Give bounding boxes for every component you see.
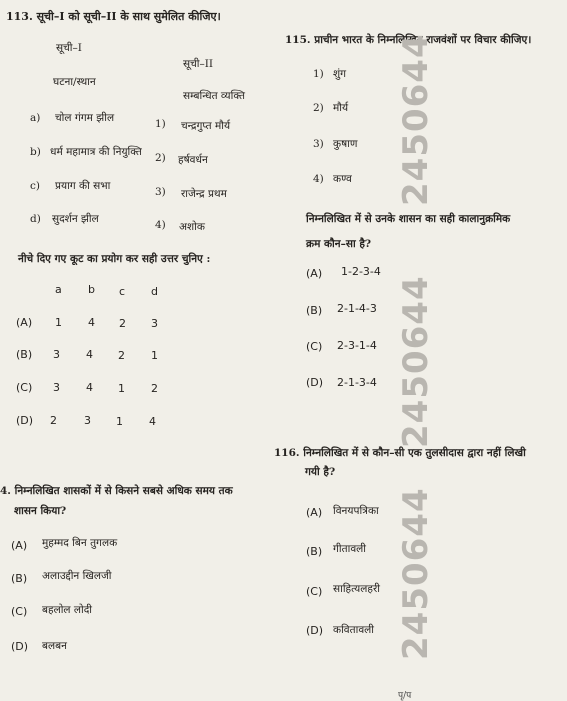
q114-title-line1: 4. निम्नलिखित शासकों में से किसने सबसे अधिक समय तक — [0, 485, 233, 497]
q115-opt-D-text: 2-1-3-4 — [337, 376, 377, 389]
q113-opt-D[interactable]: (D) — [16, 414, 34, 427]
q116-title-line2: गयी है? — [305, 466, 336, 478]
q116-opt-C-text: साहित्यलहरी — [333, 583, 380, 595]
q116-opt-A-text: विनयपत्रिका — [333, 505, 379, 517]
q113-col-b: b — [88, 283, 95, 296]
q113-C-d: 2 — [151, 382, 158, 395]
q113-right-key-4: 4) — [155, 219, 166, 231]
watermark-serial-2: 2450644 — [396, 275, 436, 448]
q113-opt-A[interactable]: (A) — [16, 316, 33, 329]
q113-B-b: 4 — [86, 348, 93, 361]
q116-title-line1: 116. निम्नलिखित में से कौन–सी एक तुलसीदास द्वारा नहीं लिखी — [274, 447, 526, 459]
q113-title: 113. सूची–I को सूची–II के साथ सुमेलित कीजिए। — [6, 10, 221, 23]
q114-opt-A-text: मुहम्मद बिन तुगलक — [42, 537, 118, 549]
q113-col-a: a — [55, 283, 62, 296]
q113-C-c: 1 — [118, 382, 125, 395]
q114-opt-A[interactable]: (A) — [11, 539, 28, 552]
q113-left-key-c: c) — [30, 180, 40, 192]
q113-right-key-2: 2) — [155, 152, 166, 164]
q113-right-text-3: राजेन्द्र प्रथम — [181, 188, 227, 200]
q115-opt-C-text: 2-3-1-4 — [337, 339, 377, 352]
q113-opt-B[interactable]: (B) — [16, 348, 33, 361]
q114-opt-D-text: बलबन — [42, 640, 67, 652]
q113-D-a: 2 — [50, 414, 57, 427]
page-footer: पृ/प — [398, 691, 412, 701]
q113-left-key-d: d) — [30, 213, 41, 225]
q115-opt-A-text: 1-2-3-4 — [341, 265, 381, 278]
q116-opt-C[interactable]: (C) — [306, 585, 323, 598]
q116-opt-D-text: कवितावली — [333, 624, 375, 636]
q113-col-c: c — [119, 285, 126, 298]
q115-item-4-text: कण्व — [333, 173, 352, 185]
q114-opt-D[interactable]: (D) — [11, 640, 29, 653]
q113-right-text-4: अशोक — [179, 221, 205, 233]
q113-left-key-b: b) — [30, 146, 41, 158]
q116-opt-B[interactable]: (B) — [306, 545, 323, 558]
q113-list1-sub: घटना/स्थान — [53, 76, 96, 88]
watermark-serial-1: 2450644 — [396, 33, 436, 206]
q115-opt-A[interactable]: (A) — [306, 267, 323, 280]
q113-D-d: 4 — [149, 415, 156, 428]
q115-title: 115. प्राचीन भारत के निम्नलिखित राजवंशों पर विचार कीजिए। — [285, 34, 532, 46]
q115-item-3-text: कुषाण — [333, 138, 358, 150]
q113-C-b: 4 — [86, 381, 93, 394]
q115-item-4-key: 4) — [313, 173, 324, 185]
q113-A-d: 3 — [151, 317, 158, 330]
q113-right-key-1: 1) — [155, 118, 166, 130]
q113-left-text-a: चोल गंगम झील — [55, 112, 115, 124]
q114-opt-C[interactable]: (C) — [11, 605, 28, 618]
q113-list2-head: सूची–II — [183, 58, 214, 70]
q115-item-2-key: 2) — [313, 102, 324, 114]
q113-left-text-c: प्रयाग की सभा — [55, 180, 111, 192]
watermark-serial-3: 2450644 — [396, 487, 436, 660]
q115-item-1-text: शुंग — [333, 68, 347, 80]
q114-opt-C-text: बहलोल लोदी — [42, 604, 92, 616]
q114-opt-B-text: अलाउद्दीन खिलजी — [42, 570, 112, 582]
q116-opt-A[interactable]: (A) — [306, 506, 323, 519]
q113-list2-sub: सम्बन्धित व्यक्ति — [183, 90, 245, 102]
q113-col-d: d — [151, 285, 158, 298]
q113-left-text-b: धर्म महामात्र की नियुक्ति — [50, 146, 142, 158]
q113-code-prompt: नीचे दिए गए कूट का प्रयोग कर सही उत्तर चुनिए : — [18, 253, 211, 265]
q115-opt-B-text: 2-1-4-3 — [337, 302, 377, 315]
q115-opt-C[interactable]: (C) — [306, 340, 323, 353]
q113-C-a: 3 — [53, 381, 60, 394]
q115-opt-D[interactable]: (D) — [306, 376, 324, 389]
q116-opt-B-text: गीतावली — [333, 543, 367, 555]
q115-item-1-key: 1) — [313, 68, 324, 80]
q113-left-text-d: सुदर्शन झील — [52, 213, 99, 225]
q114-title-line2: शासन किया? — [14, 505, 67, 517]
q115-question-line2: क्रम कौन–सा है? — [306, 238, 372, 250]
q115-question-line1: निम्नलिखित में से उनके शासन का सही कालानुक्रमिक — [306, 213, 511, 225]
q113-B-d: 1 — [151, 349, 158, 362]
q113-B-a: 3 — [53, 348, 60, 361]
q113-D-c: 1 — [116, 415, 123, 428]
q116-opt-D[interactable]: (D) — [306, 624, 324, 637]
q115-item-3-key: 3) — [313, 138, 324, 150]
q113-right-text-2: हर्षवर्धन — [178, 154, 208, 166]
q113-right-text-1: चन्द्रगुप्त मौर्य — [181, 120, 231, 132]
q113-left-key-a: a) — [30, 112, 41, 124]
q113-A-c: 2 — [119, 317, 126, 330]
q113-A-b: 4 — [88, 316, 95, 329]
q113-list1-head: सूची–I — [56, 42, 82, 54]
q114-opt-B[interactable]: (B) — [11, 572, 28, 585]
q115-opt-B[interactable]: (B) — [306, 304, 323, 317]
q113-right-key-3: 3) — [155, 186, 166, 198]
q113-B-c: 2 — [118, 349, 125, 362]
q113-A-a: 1 — [55, 316, 62, 329]
q113-opt-C[interactable]: (C) — [16, 381, 33, 394]
q113-D-b: 3 — [84, 414, 91, 427]
q115-item-2-text: मौर्य — [333, 102, 349, 114]
